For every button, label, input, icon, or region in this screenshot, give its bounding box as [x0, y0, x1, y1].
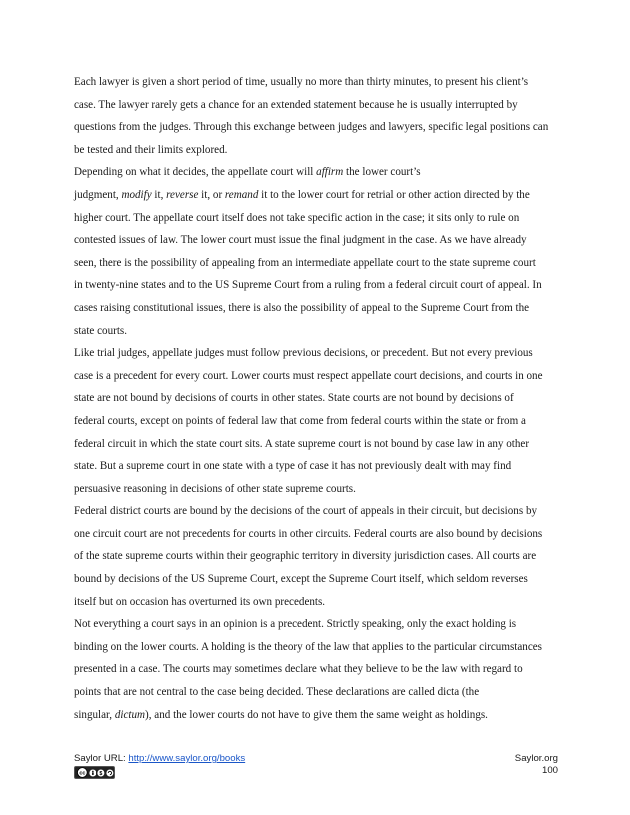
text-line: [74, 591, 560, 614]
text-line: [74, 455, 560, 478]
paragraph: [74, 500, 560, 613]
text-run: singular,: [74, 708, 115, 721]
text-run: ), and the lower courts do not have to give them the same weight as holdings.: [145, 708, 488, 721]
text-run: judgment,: [74, 188, 122, 201]
text-line: [74, 139, 560, 162]
text-line: [74, 71, 560, 94]
text-line: [74, 207, 560, 230]
text-line: [74, 342, 560, 365]
text-line: [74, 658, 560, 681]
emphasis-term: reverse: [166, 188, 199, 201]
text-run: federal courts, except on points of federal law that come from federal courts within the state or from a: [74, 414, 526, 427]
text-run: in twenty-nine states and to the US Supreme Court from a ruling from a federal circuit court of appeal. In: [74, 279, 542, 292]
text-line: [74, 478, 560, 501]
text-line: [74, 704, 560, 727]
emphasis-term: modify: [121, 188, 152, 201]
emphasis-term: dictum: [114, 708, 146, 721]
text-line: [74, 229, 560, 252]
text-run: presented in a case. The courts may sometimes declare what they believe to be the law with regard to: [74, 663, 523, 676]
text-line: [74, 410, 560, 433]
text-run: seen, there is the possibility of appealing from an intermediate appellate court to the state supreme court: [74, 256, 536, 269]
text-line: [74, 320, 560, 343]
text-line: [74, 568, 560, 591]
text-run: be tested and their limits explored.: [74, 143, 228, 156]
text-line: [74, 613, 560, 636]
text-run: case. The lawyer rarely gets a chance for an extended statement because he is usually interrupted by: [74, 98, 518, 111]
text-run: Federal district courts are bound by the decisions of the court of appeals in their circuit, but decisions by: [74, 505, 538, 518]
text-run: the lower court’s: [343, 166, 421, 179]
text-run: persuasive reasoning in decisions of other state supreme courts.: [74, 482, 356, 495]
paragraph: [74, 342, 560, 500]
text-run: questions from the judges. Through this exchange between judges and lawyers, specific legal positions can: [74, 121, 549, 134]
by-person-icon: [89, 769, 97, 777]
body-text: [74, 71, 560, 726]
svg-text:$: $: [99, 770, 103, 777]
text-line: [74, 365, 560, 388]
text-line: [74, 161, 560, 184]
text-line: [74, 297, 560, 320]
text-run: state courts.: [74, 324, 127, 337]
footer-right: [515, 753, 558, 777]
text-line: [74, 433, 560, 456]
text-run: Each lawyer is given a short period of time, usually no more than thirty minutes, to present his client’s: [74, 76, 529, 88]
text-run: Like trial judges, appellate judges must follow previous decisions, or precedent. But not every previous: [74, 347, 533, 360]
text-line: [74, 184, 560, 207]
text-line: [74, 274, 560, 297]
text-run: case is a precedent for every court. Lower courts must respect appellate court decisions, and courts in one: [74, 369, 543, 382]
cc-by-nc-sa-icon: [74, 766, 115, 779]
text-run: it to the lower court for retrial or other action directed by the: [258, 188, 530, 201]
text-run: it, or: [198, 188, 225, 201]
text-run: points that are not central to the case being decided. These declarations are called dicta (the: [74, 686, 480, 699]
text-run: contested issues of law. The lower court must issue the final judgment in the case. As we have already: [74, 234, 527, 247]
footer-source: [74, 753, 245, 764]
footer-site: Saylor.org: [514, 753, 558, 764]
text-line: [74, 387, 560, 410]
sa-share-icon: [106, 769, 114, 777]
text-line: [74, 636, 560, 659]
text-run: it,: [151, 188, 167, 201]
footer-url-link[interactable]: http://www.saylor.org/books: [128, 753, 246, 764]
paragraph: [74, 71, 560, 161]
text-line: [74, 94, 560, 117]
text-run: cases raising constitutional issues, there is also the possibility of appeal to the Supreme Court from the: [74, 301, 530, 314]
text-line: [74, 500, 560, 523]
svg-text:cc: cc: [79, 770, 86, 777]
text-line: [74, 681, 560, 704]
text-line: [74, 523, 560, 546]
footer-url-label: Saylor URL:: [74, 753, 129, 764]
text-run: Not everything a court says in an opinion is a precedent. Strictly speaking, only the exact holding is: [74, 618, 517, 631]
text-run: federal circuit in which the state court sits. A state supreme court is not bound by case law in any other: [74, 437, 530, 450]
text-run: bound by decisions of the US Supreme Court, except the Supreme Court itself, which seldom reverses: [74, 573, 528, 586]
emphasis-term: affirm: [316, 166, 344, 179]
text-run: state. But a supreme court in one state with a type of case it has not previously dealt with may find: [74, 460, 512, 473]
paragraph: [74, 613, 560, 726]
cc-circle-icon: [77, 767, 88, 778]
text-line: [74, 545, 560, 568]
text-run: one circuit court are not precedents for courts in other circuits. Federal courts are also bound by decisions: [74, 527, 543, 540]
paragraph: [74, 161, 560, 342]
text-line: [74, 116, 560, 139]
text-run: of the state supreme courts within their geographic territory in diversity jurisdiction cases. All courts are: [74, 550, 537, 563]
text-run: state are not bound by decisions of courts in other states. State courts are not bound by decisions of: [74, 392, 514, 405]
text-run: binding on the lower courts. A holding is the theory of the law that applies to the particular circumstances: [74, 640, 542, 653]
page-number: 100: [541, 765, 558, 776]
emphasis-term: remand: [224, 188, 259, 201]
text-line: [74, 252, 560, 275]
text-run: higher court. The appellate court itself does not take specific action in the case; it sits only to rule on: [74, 211, 520, 224]
nc-dollar-icon: [97, 769, 105, 777]
text-run: itself but on occasion has overturned its own precedents.: [74, 595, 326, 608]
text-run: Depending on what it decides, the appellate court will: [74, 166, 317, 179]
